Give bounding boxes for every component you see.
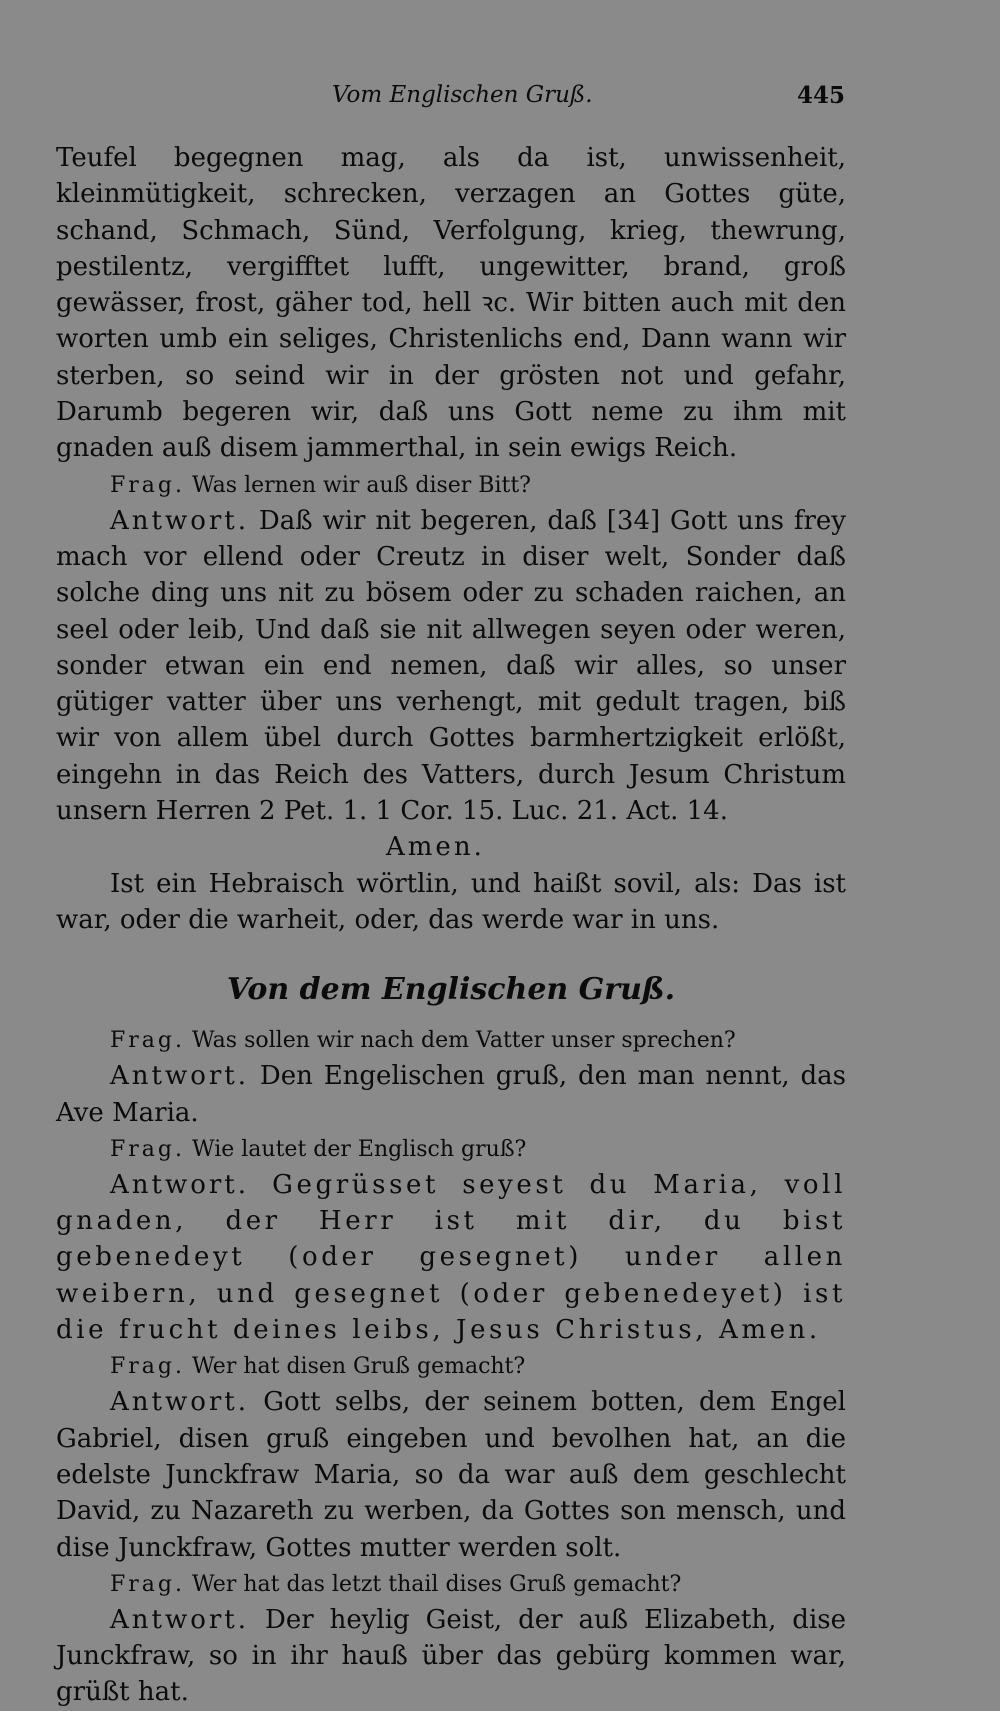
page-body xyxy=(56,140,846,1711)
answer-5 xyxy=(56,1602,846,1711)
page-header xyxy=(0,82,1000,122)
question-label: Frag. xyxy=(110,1571,185,1597)
answer-text: Der heylig Geist, der auß Elizabeth, dise Junckfraw, so in ihr hauß über das gebürg kommen war, grüßt hat. xyxy=(56,1604,846,1708)
answer-4 xyxy=(56,1384,846,1565)
answer-text: Gott selbs, der seinem botten, dem Engel Gabriel, disen gruß eingeben und bevolhen hat, an die edelste Junckfraw Maria, so da war auß dem geschlecht David, zu Nazareth zu werben, da Gottes son mensch, und dise Junckfraw, Gottes mutter werden solt. xyxy=(56,1387,846,1563)
answer-text: Gegrüsset seyest du Maria, voll gnaden, der Herr ist mit dir, du bist gebenedeyt (oder gesegnet) under allen weibern, und gesegnet (oder gebenedeyet) ist die frucht deines leibs, Jesus Christus, Amen. xyxy=(56,1169,846,1346)
question-label: Frag. xyxy=(110,1354,185,1380)
question-4 xyxy=(56,1350,846,1384)
answer-2 xyxy=(56,1058,846,1131)
page-number: 445 xyxy=(796,82,845,109)
intro-paragraph: Teufel begegnen mag, als da ist, unwissenheit, kleinmütigkeit, schrecken, verzagen an Gottes güte, schand, Schmach, Sünd, Verfolgung, krieg, thewrung, pestilentz, vergifftet lufft, ungewitter, brand, groß gewässer, frost, gäher tod, hell ꝛc. Wir bitten auch mit den worten umb ein seliges, Christenlichs end, Dann wann wir sterben, so seind wir in der grösten not und gefahr, Darumb begeren wir, daß uns Gott neme zu ihm mit gnaden auß disem jammerthal, in sein ewigs Reich. xyxy=(56,143,846,464)
answer-label: Antwort. xyxy=(110,1604,250,1635)
answer-label: Antwort. xyxy=(110,1387,250,1418)
answer-label: Antwort. xyxy=(110,505,250,536)
answer-1 xyxy=(56,503,846,830)
question-5 xyxy=(56,1568,846,1602)
answer-3 xyxy=(56,1167,846,1348)
amen-paragraph: Ist ein Hebraisch wörtlin, und haißt sovil, als: Das ist war, oder die warheit, oder, das werde war in uns. xyxy=(56,868,846,935)
question-text: Wer hat disen Gruß gemacht? xyxy=(191,1354,526,1380)
question-text: Was lernen wir auß diser Bitt? xyxy=(191,472,531,498)
question-text: Wer hat das letzt thail dises Gruß gemacht? xyxy=(191,1571,682,1597)
question-label: Frag. xyxy=(110,472,185,498)
question-2 xyxy=(56,1024,846,1058)
question-3 xyxy=(56,1133,846,1167)
question-text: Wie lautet der Englisch gruß? xyxy=(191,1136,527,1162)
answer-text: Daß wir nit begeren, daß [34] Gott uns frey mach vor ellend oder Creutz in diser welt, Sonder daß solche ding uns nit zu bösem oder zu schaden raichen, an seel oder leib, Und daß sie nit allwegen seyen oder weren, sonder etwan ein end nemen, daß wir alles, so unser gütiger vatter über uns verhengt, mit gedult tragen, biß wir von allem übel durch Gottes barmhertzigkeit erlößt, eingehn in das Reich des Vatters, durch Jesum Christum unsern Herren 2 Pet. 1. 1 Cor. 15. Luc. 21. Act. 14. xyxy=(56,505,846,827)
question-label: Frag. xyxy=(110,1136,185,1162)
amen-heading: Amen. xyxy=(386,832,485,863)
running-title: Vom Englischen Gruß. xyxy=(332,82,593,108)
answer-label: Antwort. xyxy=(110,1169,250,1200)
question-text: Was sollen wir nach dem Vatter unser sprechen? xyxy=(191,1028,736,1054)
question-1 xyxy=(56,469,846,503)
answer-label: Antwort. xyxy=(110,1061,250,1092)
answer-text: Den Engelischen gruß, den man nennt, das Ave Maria. xyxy=(56,1061,846,1128)
question-label: Frag. xyxy=(110,1028,185,1054)
section-heading: Von dem Englischen Gruß. xyxy=(226,972,676,1008)
